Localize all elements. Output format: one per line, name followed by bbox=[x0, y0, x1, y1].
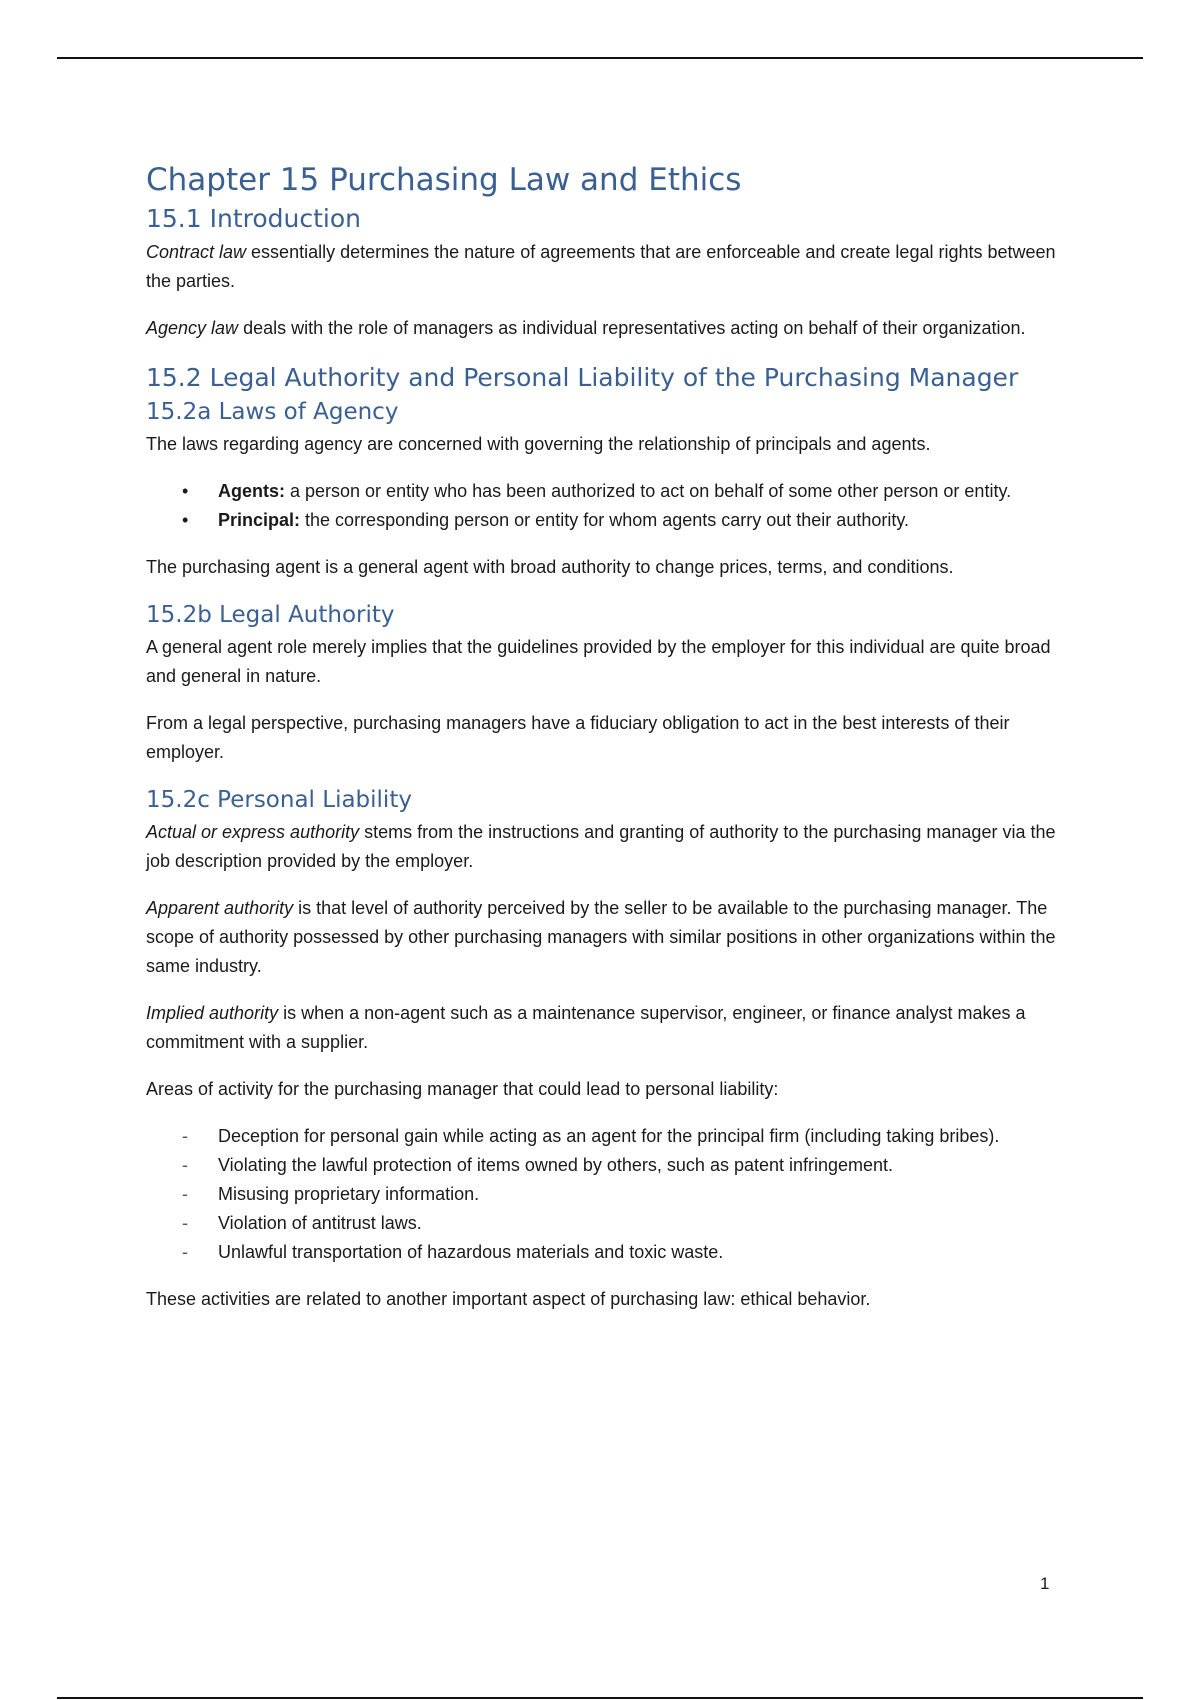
paragraph-purchasing-agent: The purchasing agent is a general agent with broad authority to change prices, terms, and conditions. bbox=[146, 557, 954, 577]
footer-rule bbox=[57, 1697, 1143, 1699]
bullet-icon: • bbox=[182, 481, 189, 501]
paragraph-agency-law: Agency law deals with the role of managers as individual representatives acting on behalf of their organization. bbox=[146, 318, 1026, 338]
document-body bbox=[146, 160, 1061, 1332]
list-item: - Unlawful transportation of hazardous materials and toxic waste. bbox=[146, 1238, 1061, 1267]
paragraph-actual-authority: Actual or express authority stems from the instructions and granting of authority to the purchasing manager via the job description provided by the employer. bbox=[146, 822, 1056, 871]
dash-list-liability-areas bbox=[146, 1122, 1061, 1267]
list-item: - Deception for personal gain while acting as an agent for the principal firm (including taking bribes). bbox=[146, 1122, 1061, 1151]
paragraph-fiduciary: From a legal perspective, purchasing managers have a fiduciary obligation to act in the best interests of their employer. bbox=[146, 713, 1010, 762]
chapter-title: Chapter 15 Purchasing Law and Ethics bbox=[146, 162, 742, 198]
dash-icon: - bbox=[182, 1155, 188, 1175]
bullet-icon: • bbox=[182, 510, 189, 530]
list-item: • Agents: a person or entity who has been authorized to act on behalf of some other person or entity. bbox=[146, 477, 1061, 506]
paragraph-contract-law: Contract law essentially determines the nature of agreements that are enforceable and create legal rights between the parties. bbox=[146, 242, 1056, 291]
list-item: - Violation of antitrust laws. bbox=[146, 1209, 1061, 1238]
subsection-heading-15-2c: 15.2c Personal Liability bbox=[146, 787, 412, 813]
dash-icon: - bbox=[182, 1126, 188, 1146]
subsection-heading-15-2a: 15.2a Laws of Agency bbox=[146, 399, 399, 425]
term-agency-law: Agency law bbox=[146, 318, 239, 338]
list-item: - Violating the lawful protection of items owned by others, such as patent infringement. bbox=[146, 1151, 1061, 1180]
subsection-heading-15-2b: 15.2b Legal Authority bbox=[146, 602, 395, 628]
paragraph-implied-authority: Implied authority is when a non-agent such as a maintenance supervisor, engineer, or finance analyst makes a commitment with a supplier. bbox=[146, 1003, 1026, 1052]
bullet-list-agency bbox=[146, 477, 1061, 535]
paragraph-laws-of-agency: The laws regarding agency are concerned with governing the relationship of principals and agents. bbox=[146, 434, 931, 454]
dash-icon: - bbox=[182, 1184, 188, 1204]
list-item: • Principal: the corresponding person or entity for whom agents carry out their authority. bbox=[146, 506, 1061, 535]
paragraph-closing: These activities are related to another important aspect of purchasing law: ethical behavior. bbox=[146, 1289, 871, 1309]
paragraph-general-agent: A general agent role merely implies that the guidelines provided by the employer for this individual are quite broad and general in nature. bbox=[146, 637, 1051, 686]
dash-icon: - bbox=[182, 1242, 188, 1262]
header-rule bbox=[57, 57, 1143, 59]
page-number: 1 bbox=[1040, 1574, 1050, 1593]
dash-icon: - bbox=[182, 1213, 188, 1233]
list-item: - Misusing proprietary information. bbox=[146, 1180, 1061, 1209]
term-contract-law: Contract law bbox=[146, 242, 247, 262]
section-heading-15-2: 15.2 Legal Authority and Personal Liability of the Purchasing Manager bbox=[146, 363, 1019, 392]
section-heading-15-1: 15.1 Introduction bbox=[146, 204, 362, 233]
paragraph-areas-intro: Areas of activity for the purchasing manager that could lead to personal liability: bbox=[146, 1079, 779, 1099]
paragraph-apparent-authority: Apparent authority is that level of authority perceived by the seller to be available to the purchasing manager. The scope of authority possessed by other purchasing managers with similar positions in other organizations within the same industry. bbox=[146, 898, 1056, 976]
